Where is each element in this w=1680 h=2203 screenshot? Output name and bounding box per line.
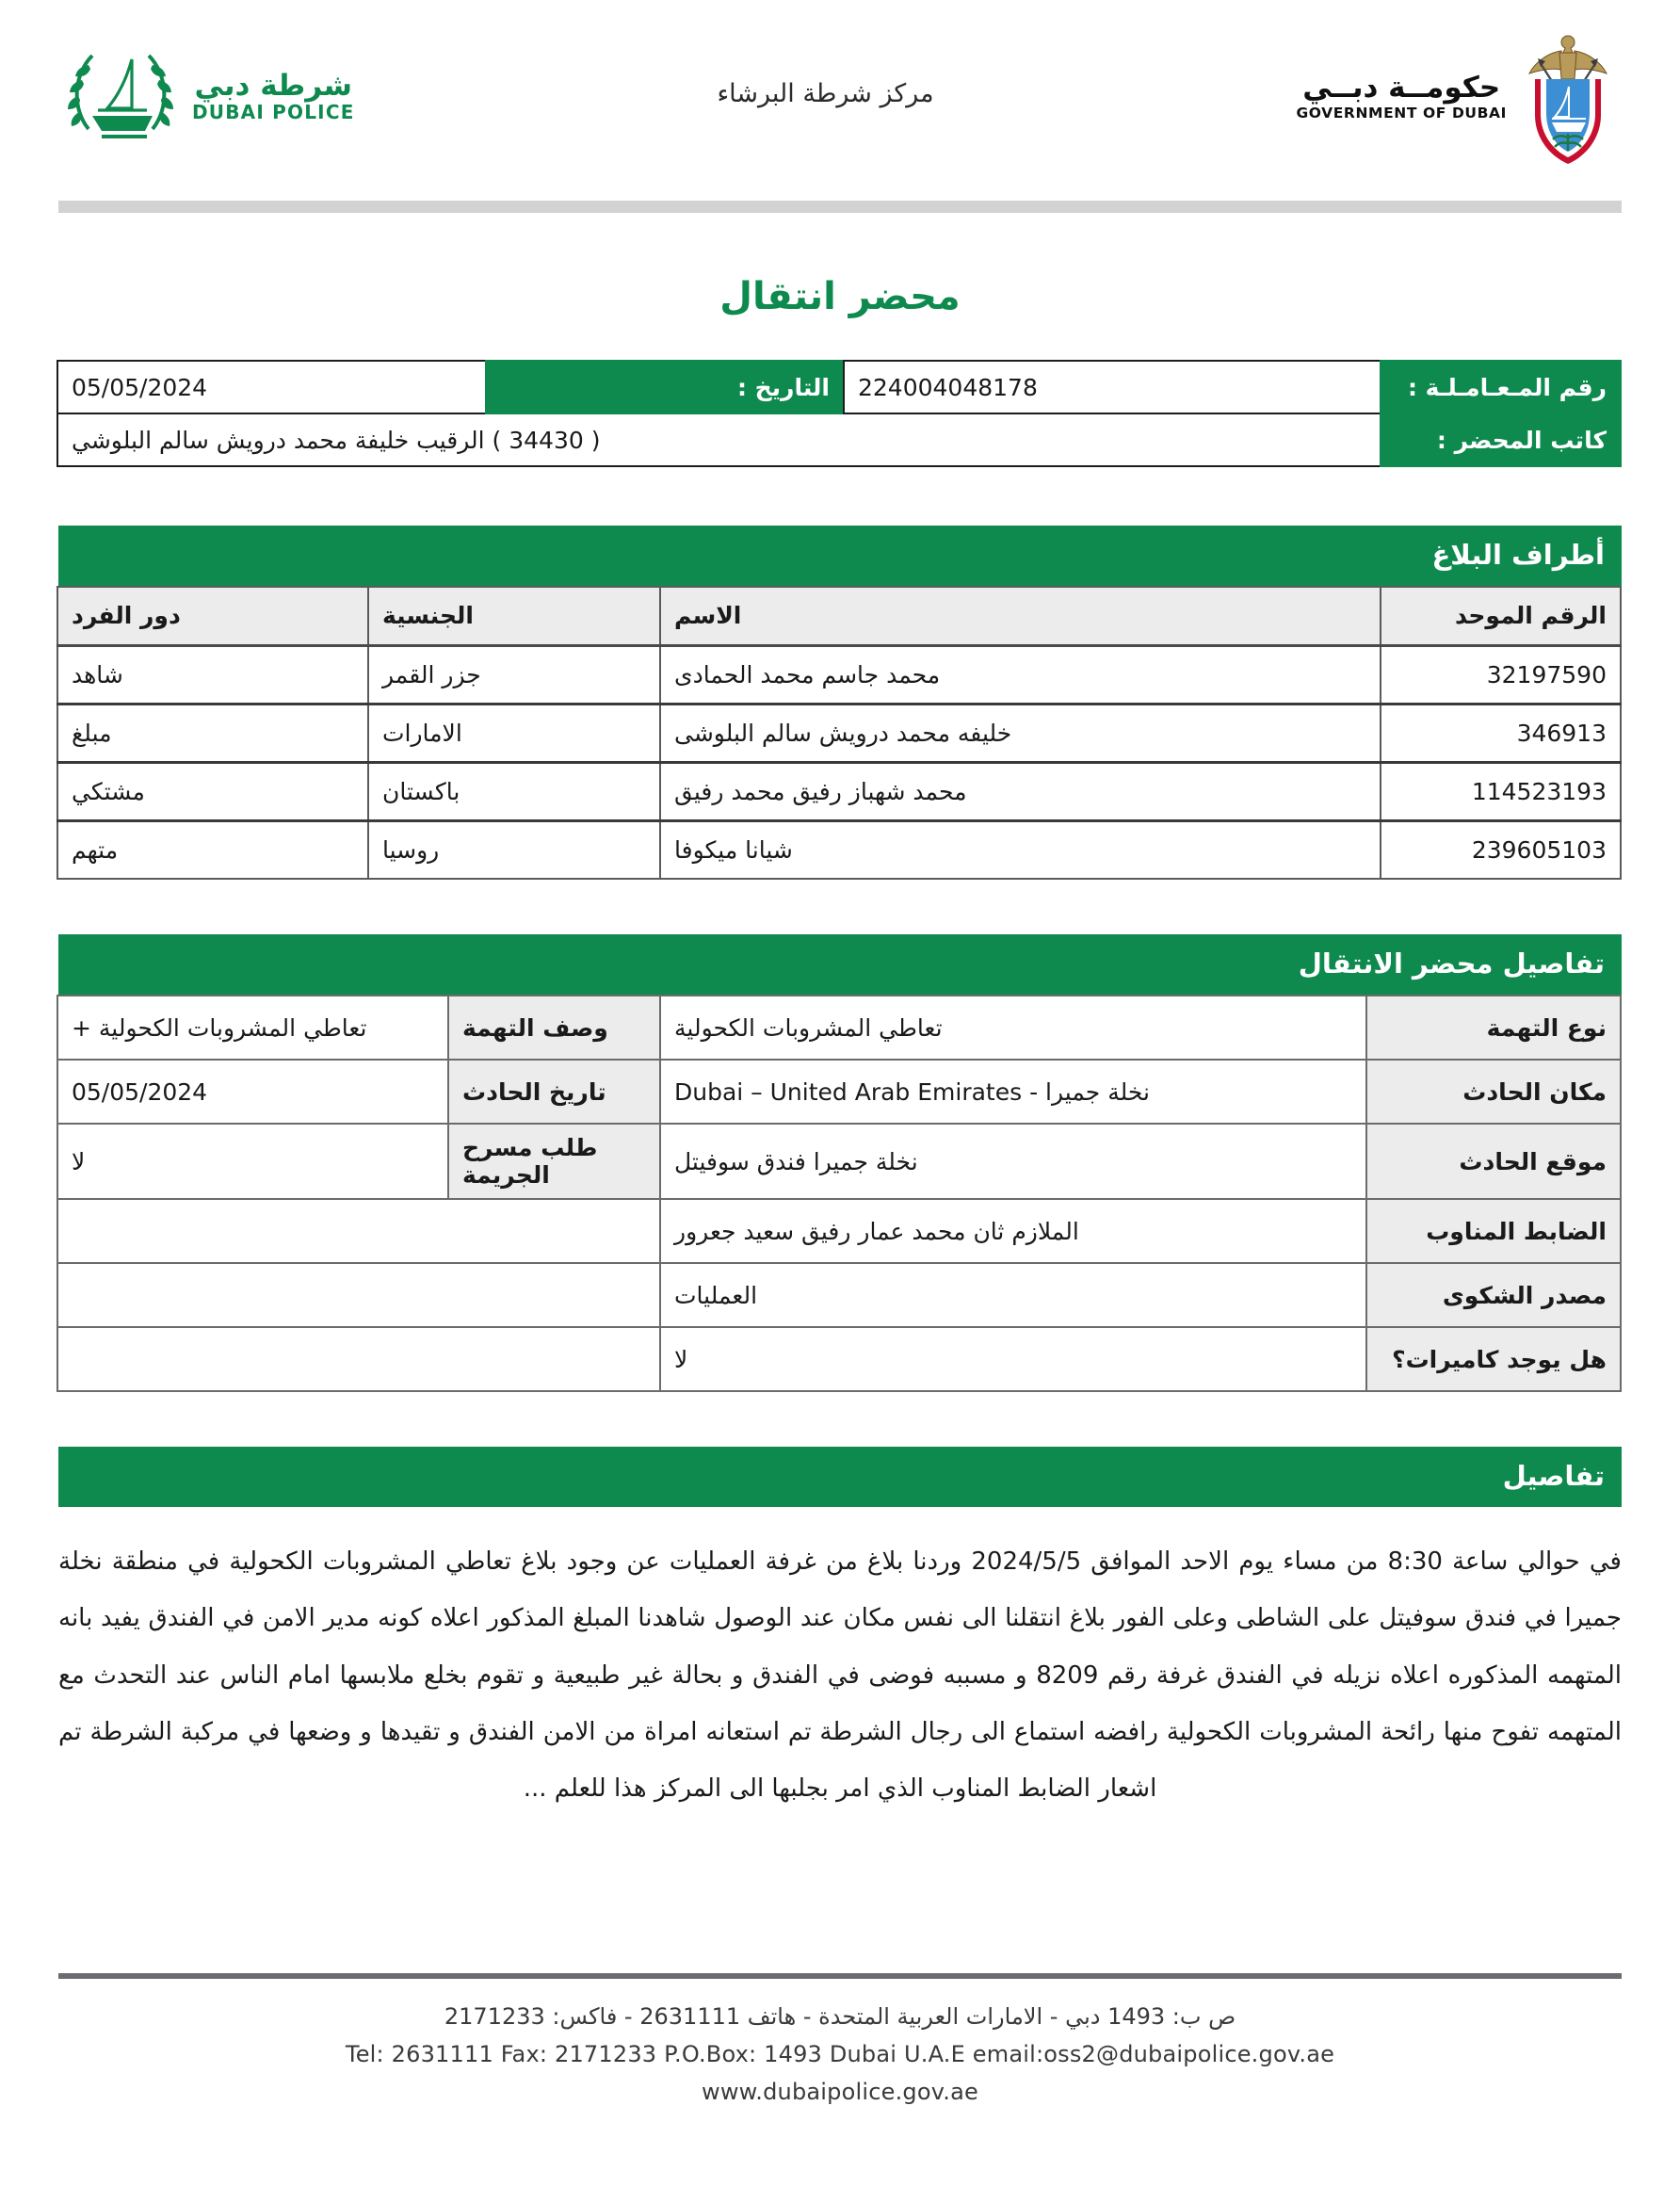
narrative-section-banner: تفاصيل [58, 1447, 1622, 1507]
detail-empty-cell [57, 1263, 660, 1327]
uae-emblem-icon [1516, 24, 1620, 170]
party-unified-number: 346913 [1381, 704, 1621, 762]
transaction-number-label: رقم المـعـامـلـة : [1381, 361, 1621, 413]
detail-label-complaint-source: مصدر الشكوى [1366, 1263, 1621, 1327]
column-header-name: الاسم [660, 587, 1381, 645]
detail-value-crime-scene-request: لا [57, 1124, 448, 1199]
detail-label-incident-place: مكان الحادث [1366, 1060, 1621, 1124]
writer-value: ( 34430 ) الرقيب خليفة محمد درويش سالم البلوشي [57, 413, 1381, 466]
detail-value-incident-place: نخلة جميرا - Dubai – United Arab Emirates [660, 1060, 1366, 1124]
detail-value-cameras: لا [660, 1327, 1366, 1391]
header-divider [58, 201, 1622, 213]
dubai-police-name-ar: شرطة دبي [194, 68, 353, 103]
footer-website: www.dubaipolice.gov.ae [702, 2079, 978, 2105]
detail-empty-cell [57, 1199, 660, 1263]
party-nationality: روسيا [368, 820, 660, 879]
table-row [57, 820, 1621, 879]
party-name: شيانا ميكوفا [660, 820, 1381, 879]
dubai-police-logo-text [192, 68, 355, 124]
transaction-meta-table [57, 360, 1622, 467]
station-name: مركز شرطة البرشاء [717, 79, 934, 108]
detail-value-charge-type: تعاطي المشروبات الكحولية [660, 996, 1366, 1060]
footer-divider [58, 1973, 1622, 1979]
date-label: التاريخ : [486, 361, 844, 413]
table-row [57, 645, 1621, 704]
detail-label-charge-description: وصف التهمة [448, 996, 660, 1060]
table-row [57, 996, 1621, 1060]
footer-address-ar: ص ب: 1493 دبي - الامارات العربية المتحدة - هاتف 2631111 - فاكس: 2171233 [444, 2003, 1236, 2030]
table-row [57, 1060, 1621, 1124]
detail-label-charge-type: نوع التهمة [1366, 996, 1621, 1060]
incident-details-section-banner: تفاصيل محضر الانتقال [58, 934, 1622, 995]
party-unified-number: 239605103 [1381, 820, 1621, 879]
footer-contact-en: Tel: 2631111 Fax: 2171233 P.O.Box: 1493 Dubai U.A.E email:oss2@dubaipolice.gov.ae [345, 2041, 1335, 2067]
table-row [57, 1199, 1621, 1263]
detail-label-incident-location: موقع الحادث [1366, 1124, 1621, 1199]
party-nationality: باكستان [368, 762, 660, 820]
party-nationality: الامارات [368, 704, 660, 762]
party-name: محمد جاسم محمد الحمادى [660, 645, 1381, 704]
transaction-number-value: 224004048178 [844, 361, 1381, 413]
incident-details-table [57, 995, 1622, 1392]
dubai-police-name-en: DUBAI POLICE [192, 101, 355, 124]
page-title: محضر انتقال [719, 275, 961, 318]
government-name-ar: حكومــة دبــي [1302, 70, 1501, 105]
detail-value-incident-location: نخلة جميرا فندق سوفيتل [660, 1124, 1366, 1199]
parties-section-banner: أطراف البلاغ [58, 526, 1622, 586]
column-header-role: دور الفرد [57, 587, 368, 645]
party-role: مبلغ [57, 704, 368, 762]
detail-label-crime-scene-request: طلب مسرح الجريمة [448, 1124, 660, 1199]
date-value: 05/05/2024 [57, 361, 486, 413]
writer-label: كاتب المحضر : [1381, 413, 1621, 466]
detail-label-incident-date: تاريخ الحادث [448, 1060, 660, 1124]
party-role: متهم [57, 820, 368, 879]
detail-value-duty-officer: الملازم ثان محمد عمار رفيق سعيد جعرور [660, 1199, 1366, 1263]
table-row [57, 1327, 1621, 1391]
detail-value-complaint-source: العمليات [660, 1263, 1366, 1327]
party-role: شاهد [57, 645, 368, 704]
party-name: خليفه محمد درويش سالم البلوشى [660, 704, 1381, 762]
page-header [58, 0, 1622, 193]
dubai-police-logo [60, 35, 355, 159]
party-unified-number: 114523193 [1381, 762, 1621, 820]
dubai-police-emblem-icon [60, 35, 181, 159]
party-role: مشتكي [57, 762, 368, 820]
party-unified-number: 32197590 [1381, 645, 1621, 704]
table-row [57, 361, 1621, 413]
government-of-dubai-logo [1296, 24, 1620, 170]
table-row [57, 413, 1621, 466]
detail-label-duty-officer: الضابط المناوب [1366, 1199, 1621, 1263]
table-row [57, 1124, 1621, 1199]
detail-empty-cell [57, 1327, 660, 1391]
party-name: محمد شهباز رفيق محمد رفيق [660, 762, 1381, 820]
parties-table [57, 586, 1622, 880]
table-row [57, 704, 1621, 762]
party-nationality: جزر القمر [368, 645, 660, 704]
column-header-unified-number: الرقم الموحد [1381, 587, 1621, 645]
detail-value-charge-description: تعاطي المشروبات الكحولية + [57, 996, 448, 1060]
detail-label-cameras: هل يوجد كاميرات؟ [1366, 1327, 1621, 1391]
column-header-nationality: الجنسية [368, 587, 660, 645]
narrative-text: في حوالي ساعة 8:30 من مساء يوم الاحد الموافق 2024/5/5 وردنا بلاغ من غرفة العمليات عن وجود بلاغ تعاطي المشروبات الكحولية في منطقة نخلة جميرا في فندق سوفيتل على الشاطى وعلى الفور بلاغ انتقلنا الى نفس مكان عند الوصول شاهدنا المبلغ المذكور اعلاه كونه مدير الامن في الفندق يفيد بانه المتهمه المذكوره اعلاه نزيله في الفندق غرفة رقم 8209 و مسببه فوضى في الفندق و بحالة غير طبيعية و تقوم بخلع ملابسها امام الناس عند التحدث مع المتهمه تفوح منها رائحة المشروبات الكحولية رافضه استماع الى رجال الشرطة تم استعانه امراة من الامن الفندق و تقيدها و وضعها في مركبة الشرطة تم اشعار الضابط المناوب الذي امر بجلبها الى المركز هذا للعلم ... [58, 1547, 1622, 1804]
page-footer [58, 1973, 1622, 2116]
government-of-dubai-logo-text [1296, 70, 1507, 122]
detail-value-incident-date: 05/05/2024 [57, 1060, 448, 1124]
table-row [57, 762, 1621, 820]
table-header-row [57, 587, 1621, 645]
government-name-en: GOVERNMENT OF DUBAI [1296, 105, 1507, 122]
table-row [57, 1263, 1621, 1327]
